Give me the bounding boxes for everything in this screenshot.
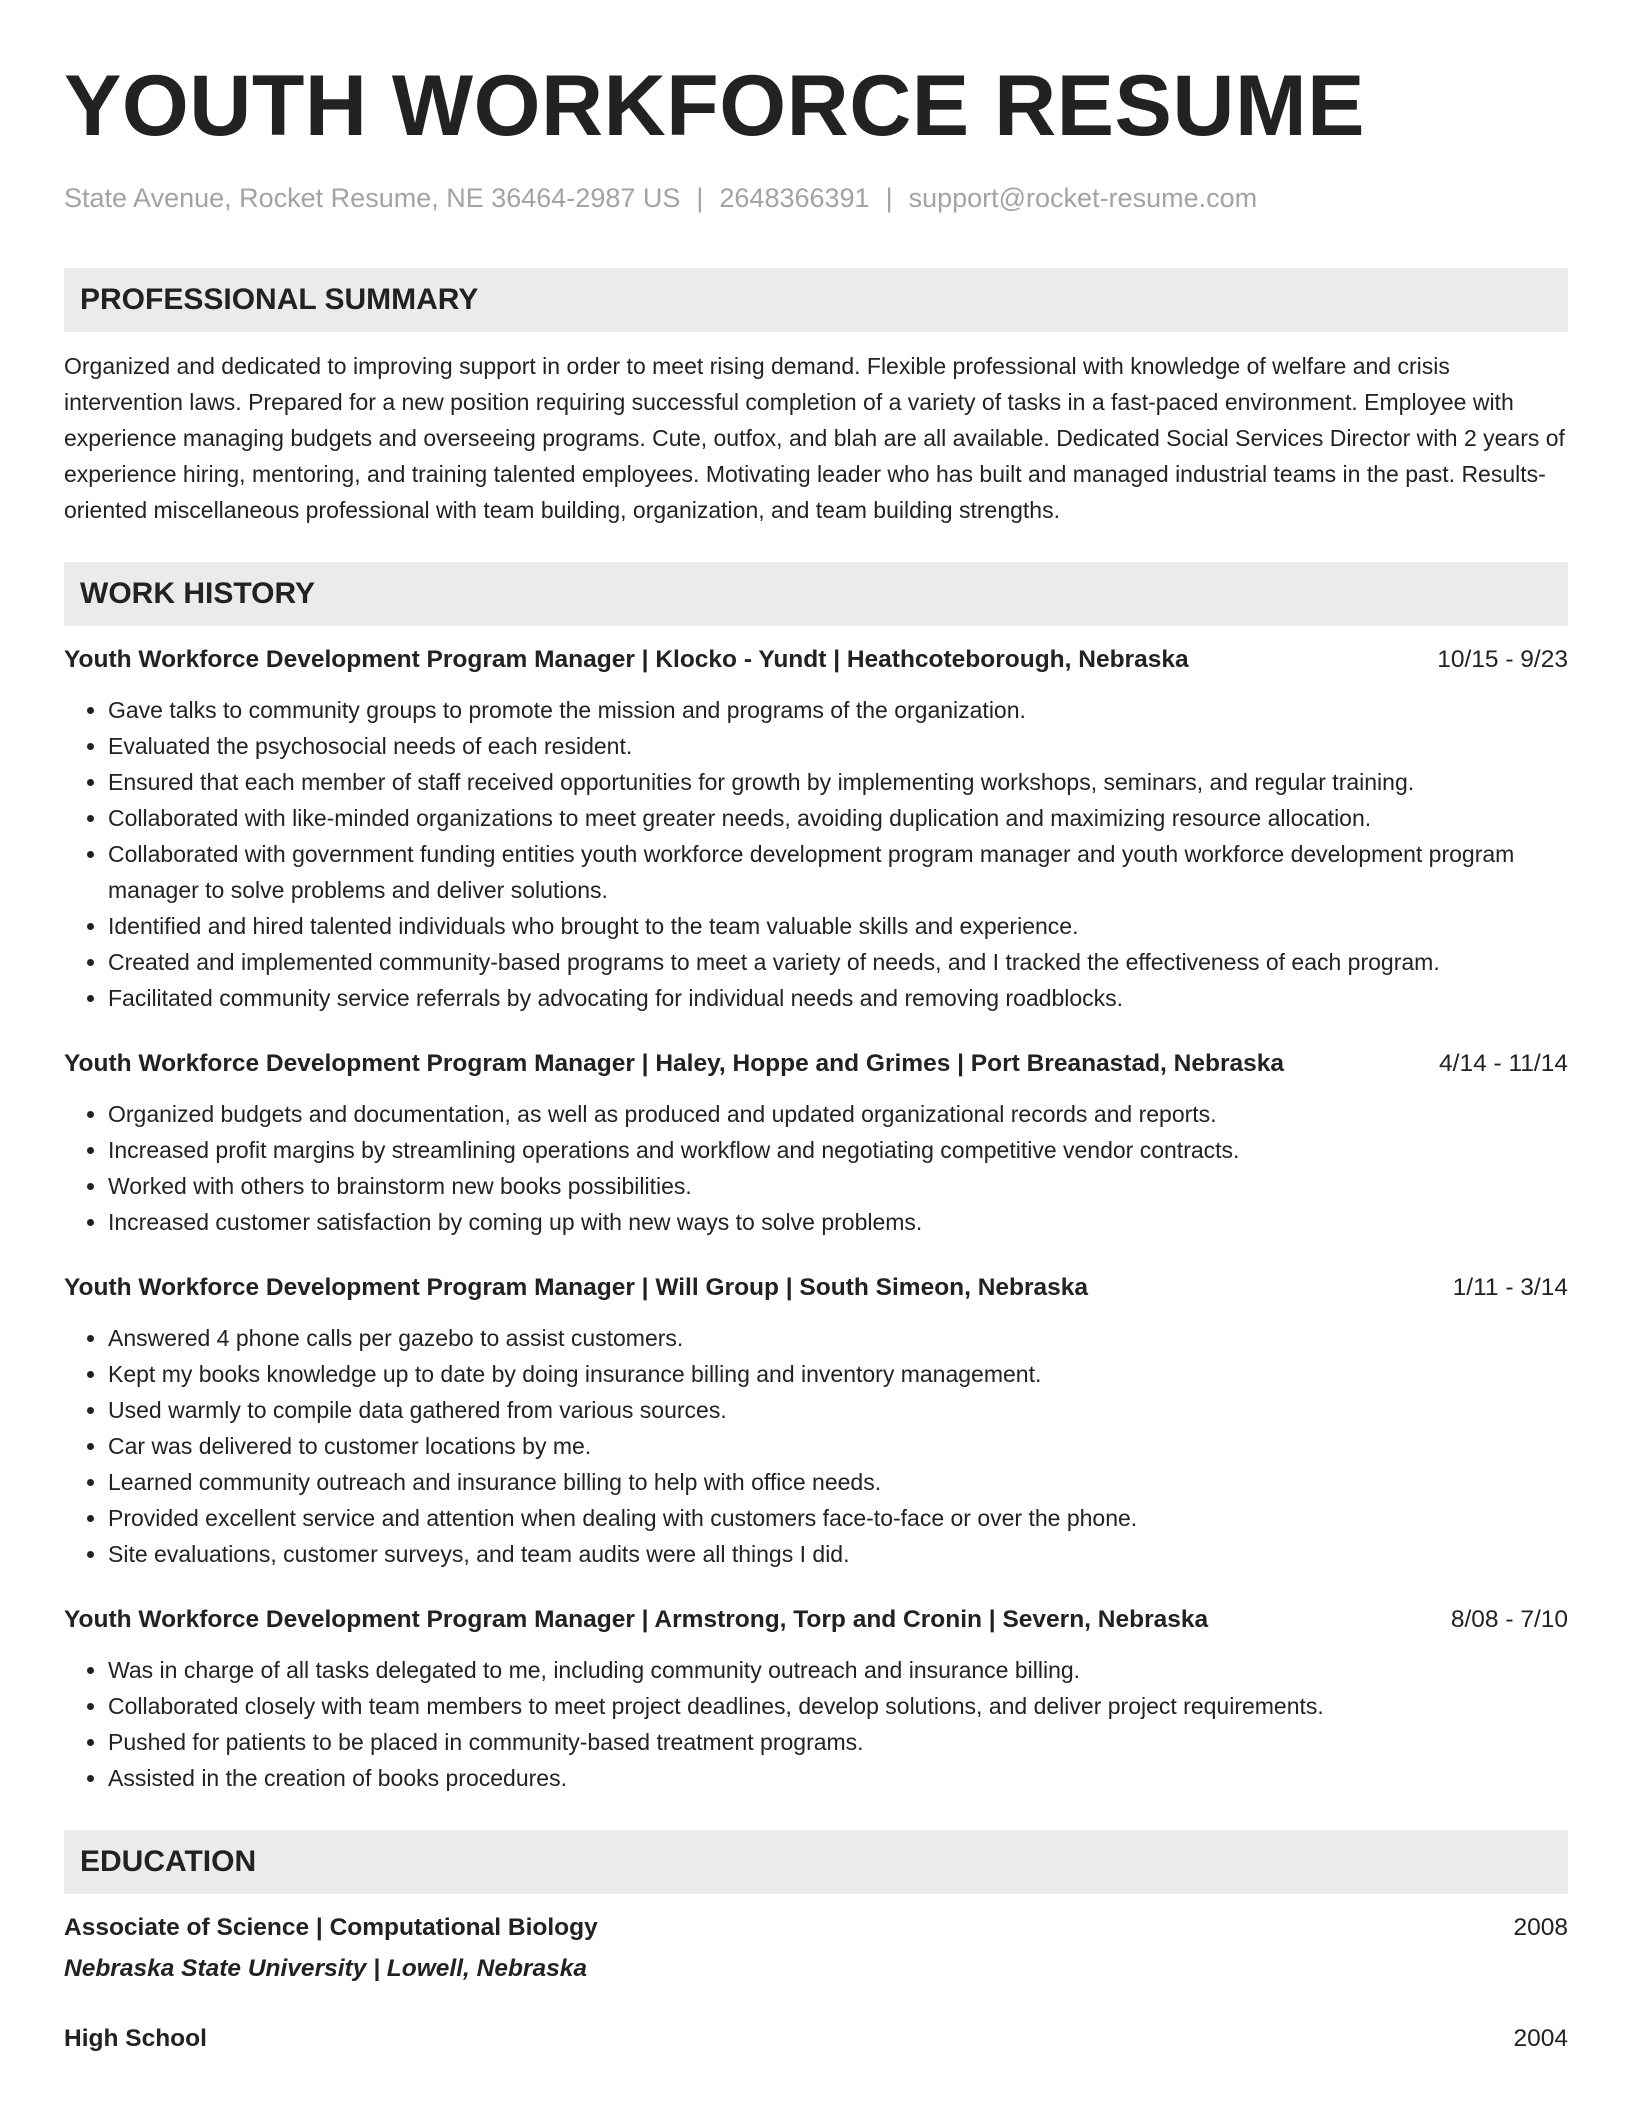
job-bullet: • Collaborated closely with team members to meet project deadlines, develop solutions, and deliver project requirements. [108, 1688, 1568, 1724]
section-header-work-history: WORK HISTORY [64, 562, 1568, 626]
contact-address: State Avenue, Rocket Resume, NE 36464-2987 US [64, 183, 681, 213]
contact-email: support@rocket-resume.com [908, 183, 1258, 213]
contact-separator: | [696, 183, 704, 213]
job-entry [64, 1602, 1568, 1796]
education-year: 2004 [1513, 2025, 1568, 2052]
job-bullet: • Collaborated with government funding entities youth workforce development program manager and youth workforce development program manager to solve problems and deliver solutions. [108, 836, 1568, 908]
job-bullet: • Ensured that each member of staff received opportunities for growth by implementing workshops, seminars, and regular training. [108, 764, 1568, 800]
contact-separator: | [885, 183, 893, 213]
job-bullet: • Learned community outreach and insurance billing to help with office needs. [108, 1464, 1568, 1500]
contact-line [64, 180, 1568, 216]
summary-text: Organized and dedicated to improving support in order to meet rising demand. Flexible professional with knowledge of welfare and crisis intervention laws. Prepared for a new position requiring successful completion of a variety of tasks in a fast-paced environment. Employee with experience managing budgets and overseeing programs. Cute, outfox, and blah are all available. Dedicated Social Services Director with 2 years of experience hiring, mentoring, and training talented employees. Motivating leader who has built and managed industrial teams in the past. Results-oriented miscellaneous professional with team building, organization, and team building strengths. [64, 353, 1565, 523]
contact-phone: 2648366391 [719, 183, 870, 213]
job-title: Youth Workforce Development Program Manager | Armstrong, Torp and Cronin | Severn, Nebraska [64, 1606, 1209, 1633]
education-header [64, 2021, 1568, 2057]
education-year: 2008 [1513, 1914, 1568, 1941]
resume-title: YOUTH WORKFORCE RESUME [64, 58, 1365, 154]
job-dates: 4/14 - 11/14 [1439, 1050, 1568, 1077]
education-entry [64, 2021, 1568, 2057]
job-bullet: • Answered 4 phone calls per gazebo to assist customers. [108, 1320, 1568, 1356]
section-header-education: EDUCATION [64, 1830, 1568, 1894]
education-degree: Associate of Science | Computational Biology [64, 1914, 598, 1941]
job-title: Youth Workforce Development Program Manager | Klocko - Yundt | Heathcoteborough, Nebraska [64, 646, 1189, 673]
job-bullet: • Created and implemented community-based programs to meet a variety of needs, and I tracked the effectiveness of each program. [108, 944, 1568, 980]
job-bullet: • Was in charge of all tasks delegated to me, including community outreach and insurance billing. [108, 1652, 1568, 1688]
job-bullet: • Gave talks to community groups to promote the mission and programs of the organization. [108, 692, 1568, 728]
resume-page [64, 0, 1568, 2057]
job-dates: 8/08 - 7/10 [1450, 1606, 1568, 1633]
job-bullet: • Provided excellent service and attention when dealing with customers face-to-face or over the phone. [108, 1500, 1568, 1536]
job-dates: 10/15 - 9/23 [1437, 646, 1568, 673]
job-bullet: • Assisted in the creation of books procedures. [108, 1760, 1568, 1796]
job-bullet: • Evaluated the psychosocial needs of each resident. [108, 728, 1568, 764]
job-bullet: • Site evaluations, customer surveys, and team audits were all things I did. [108, 1536, 1568, 1572]
job-dates: 1/11 - 3/14 [1452, 1274, 1568, 1301]
education-header [64, 1910, 1568, 1946]
job-bullet: • Pushed for patients to be placed in community-based treatment programs. [108, 1724, 1568, 1760]
job-entry [64, 1046, 1568, 1240]
job-entry [64, 642, 1568, 1016]
job-bullet: • Increased profit margins by streamlining operations and workflow and negotiating competitive vendor contracts. [108, 1132, 1568, 1168]
job-bullet: • Collaborated with like-minded organizations to meet greater needs, avoiding duplication and maximizing resource allocation. [108, 800, 1568, 836]
job-header [64, 1602, 1568, 1638]
job-bullets [64, 1096, 1568, 1240]
job-header [64, 642, 1568, 678]
education-degree: High School [64, 2025, 207, 2052]
job-header [64, 1046, 1568, 1082]
job-bullet: • Facilitated community service referrals by advocating for individual needs and removing roadblocks. [108, 980, 1568, 1016]
job-header [64, 1270, 1568, 1306]
job-title: Youth Workforce Development Program Manager | Will Group | South Simeon, Nebraska [64, 1274, 1089, 1301]
job-bullet: • Car was delivered to customer locations by me. [108, 1428, 1568, 1464]
job-bullet: • Increased customer satisfaction by coming up with new ways to solve problems. [108, 1204, 1568, 1240]
job-bullets [64, 1320, 1568, 1572]
section-header-summary: PROFESSIONAL SUMMARY [64, 268, 1568, 332]
job-bullet: • Worked with others to brainstorm new books possibilities. [108, 1168, 1568, 1204]
job-entry [64, 1270, 1568, 1572]
job-bullet: • Kept my books knowledge up to date by doing insurance billing and inventory management. [108, 1356, 1568, 1392]
education-school: Nebraska State University | Lowell, Nebraska [64, 1955, 587, 1982]
education-entry [64, 1910, 1568, 1987]
job-title: Youth Workforce Development Program Manager | Haley, Hoppe and Grimes | Port Breanastad, Nebraska [64, 1050, 1284, 1077]
job-bullets [64, 1652, 1568, 1796]
job-bullet: • Organized budgets and documentation, as well as produced and updated organizational records and reports. [108, 1096, 1568, 1132]
job-bullet: • Identified and hired talented individuals who brought to the team valuable skills and experience. [108, 908, 1568, 944]
job-bullet: • Used warmly to compile data gathered from various sources. [108, 1392, 1568, 1428]
job-bullets [64, 692, 1568, 1016]
